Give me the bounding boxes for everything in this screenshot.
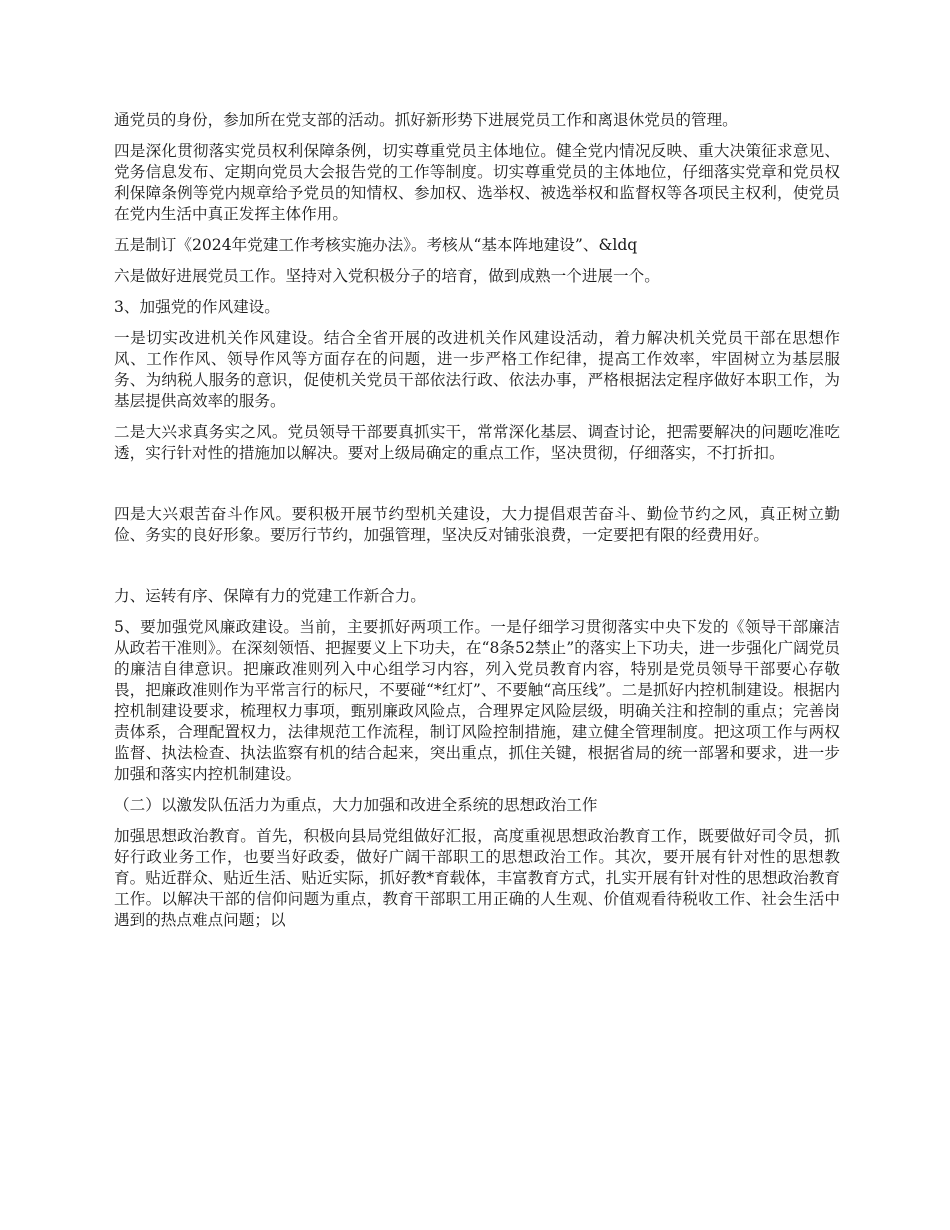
paragraph-4: 六是做好进展党员工作。坚持对入党积极分子的培育，做到成熟一个进展一个。 (114, 267, 660, 285)
section-heading-2: （二）以激发队伍活力为重点，大力加强和改进全系统的思想政治工作 (114, 796, 598, 814)
document-body (114, 110, 840, 941)
paragraph-5: 一是切实改进机关作风建设。结合全省开展的改进机关作风建设活动，着力解决机关党员干部在思想作风、工作作风、领导作风等方面存在的问题，进一步严格工作纪律，提高工作效率，牢固树立为基层服务、为纳税人服务的意识，促使机关党员干部依法行政、依法办事，严格根据法定程序做好本职工作，为基层提供高效率的服务。 (114, 329, 840, 410)
paragraph-7: 四是大兴艰苦奋斗作风。要积极开展节约型机关建设，大力提倡艰苦奋斗、勤俭节约之风，真正树立勤俭、务实的良好形象。要厉行节约，加强管理，坚决反对铺张浪费，一定要把有限的经费用好。 (114, 505, 840, 544)
paragraph-3: 五是制订《2024年党建工作考核实施办法》。考核从“基本阵地建设”、&ldq (114, 236, 638, 254)
paragraph-1: 通党员的身份，参加所在党支部的活动。抓好新形势下进展党员工作和离退休党员的管理。 (114, 111, 738, 129)
paragraph-10: 加强思想政治教育。首先，积极向县局党组做好汇报，高度重视思想政治教育工作，既要做好司令员，抓好行政业务工作，也要当好政委，做好广阔干部职工的思想政治工作。其次，要开展有针对性的思想教育。贴近群众、贴近生活、贴近实际，抓好教*育载体，丰富教育方式，扎实开展有针对性的思想政治教育工作。以解决干部的信仰问题为重点，教育干部职工用正确的人生观、价值观看待税收工作、社会生活中遇到的热点难点问题；以 (114, 827, 840, 929)
paragraph-9: 5、要加强党风廉政建设。当前，主要抓好两项工作。一是仔细学习贯彻落实中央下发的《领导干部廉洁从政若干准则》。在深刻领悟、把握要义上下功夫，在“8条52禁止”的落实上下功夫，进一步强化广阔党员的廉洁自律意识。把廉政准则列入中心组学习内容，列入党员教育内容，特别是党员领导干部要心存敬畏，把廉政准则作为平常言行的标尺，不要碰“*红灯”、不要触“高压线”。二是抓好内控机制建设。根据内控机制建设要求，梳理权力事项，甄别廉政风险点，合理界定风险层级，明确关注和控制的重点；完善岗责体系，合理配置权力，法律规范工作流程，制订风险控制措施，建立健全管理制度。把这项工作与两权监督、执法检查、执法监察有机的结合起来，突出重点，抓住关键，根据省局的统一部署和要求，进一步加强和落实内控机制建设。 (114, 618, 840, 783)
section-heading-3: 3、加强党的作风建设。 (114, 298, 280, 316)
paragraph-2: 四是深化贯彻落实党员权利保障条例，切实尊重党员主体地位。健全党内情况反映、重大决策征求意见、党务信息发布、定期向党员大会报告党的工作等制度。切实尊重党员的主体地位，仔细落实党章和党员权利保障条例等党内规章给予党员的知情权、参加权、选举权、被选举权和监督权等各项民主权利，使党员在党内生活中真正发挥主体作用。 (114, 142, 840, 223)
paragraph-6: 二是大兴求真务实之风。党员领导干部要真抓实干，常常深化基层、调查讨论，把需要解决的问题吃准吃透，实行针对性的措施加以解决。要对上级局确定的重点工作，坚决贯彻，仔细落实，不打折扣。 (114, 423, 840, 462)
paragraph-8: 力、运转有序、保障有力的党建工作新合力。 (114, 587, 426, 605)
